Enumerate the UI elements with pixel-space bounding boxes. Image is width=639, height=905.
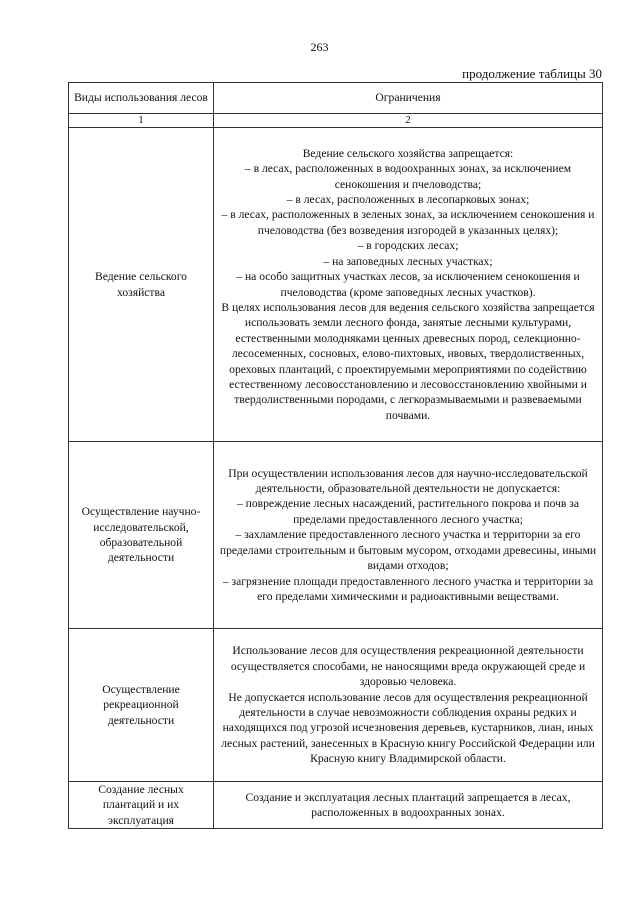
table-row [69, 128, 603, 442]
restrictions-cell [214, 128, 603, 442]
restriction-text: Ведение сельского хозяйства запрещается: [302, 146, 514, 160]
restriction-text: – на особо защитных участках лесов, за исключением сенокошения и пчеловодства (кроме заповедных лесных участков). [236, 270, 580, 299]
restrictions-table [68, 82, 603, 829]
restrictions-cell [214, 782, 603, 829]
restriction-text: – загрязнение площади предоставленного лесного участка и территории за его пределами химическими и радиоактивными веществами. [222, 574, 594, 603]
table-header-row [69, 83, 603, 114]
use-type-cell: Осуществление научно-исследовательской, образовательной деятельности [69, 442, 214, 629]
table-row [69, 442, 603, 629]
use-type-cell: Ведение сельского хозяйства [69, 128, 214, 442]
use-type-cell: Создание лесных плантаций и их эксплуатация [69, 782, 214, 829]
restriction-text: В целях использования лесов для ведения сельского хозяйства запрещается использовать земли лесного фонда, занятые лесными культурами, естественными молодняками ценных древесных пород, селекционно-лесосеменных, сосновых, елово-пихтовых, ивовых, твердолиственных, ореховых плантаций, с проектируемыми мероприятиями по содействию естественному лесовосстановлению и лесовосстановлению хвойными и твердолиственными породами, с легкоразмываемыми и развеваемыми почвами. [221, 300, 595, 422]
column-number-2: 2 [214, 114, 603, 128]
use-type-cell: Осуществление рекреационной деятельности [69, 629, 214, 782]
table-continuation-label: продолжение таблицы 30 [462, 66, 602, 81]
restriction-text: Создание и эксплуатация лесных плантаций запрещается в лесах, расположенных в водоохранных зонах. [245, 790, 571, 820]
restriction-text: При осуществлении использования лесов для научно-исследовательской деятельности, образовательной деятельности не допускается: [228, 466, 588, 496]
header-restrictions: Ограничения [214, 83, 603, 114]
header-use-type: Виды использования лесов [69, 83, 214, 114]
restriction-text: – на заповедных лесных участках; [323, 254, 493, 268]
restriction-text: Не допускается использование лесов для осуществления рекреационной деятельности в случае невозможности соблюдения охраны редких и находящихся под угрозой исчезновения деревьев, кустарников, лиан, иных лесных растений, занесенных в Красную книгу Российской Федерации или Красную книгу Владимирской области. [221, 690, 595, 766]
column-number-1: 1 [69, 114, 214, 128]
restrictions-cell [214, 442, 603, 629]
restriction-text: – в городских лесах; [357, 239, 459, 253]
restriction-text: – повреждение лесных насаждений, растительного покрова и почв за пределами предоставленного лесного участка; [236, 497, 580, 526]
restriction-text: Использование лесов для осуществления рекреационной деятельности осуществляется способами, не наносящими вреда окружающей среде и здоровью человека. [230, 644, 586, 689]
table-row [69, 782, 603, 829]
restriction-text: – захламление предоставленного лесного участка и территории за его пределами строительным и бытовым мусором, отходами древесины, иными видами отходов; [219, 528, 597, 573]
page-number: 263 [310, 40, 329, 54]
restriction-text: – в лесах, расположенных в зеленых зонах, за исключением сенокошения и пчеловодства (без возведения изгородей в указанных целях); [221, 208, 595, 237]
table-row [69, 629, 603, 782]
restriction-text: – в лесах, расположенных в водоохранных зонах, за исключением сенокошения и пчеловодства; [244, 162, 572, 191]
restrictions-cell [214, 629, 603, 782]
column-number-row [69, 114, 603, 128]
restriction-text: – в лесах, расположенных в лесопарковых зонах; [286, 193, 530, 207]
